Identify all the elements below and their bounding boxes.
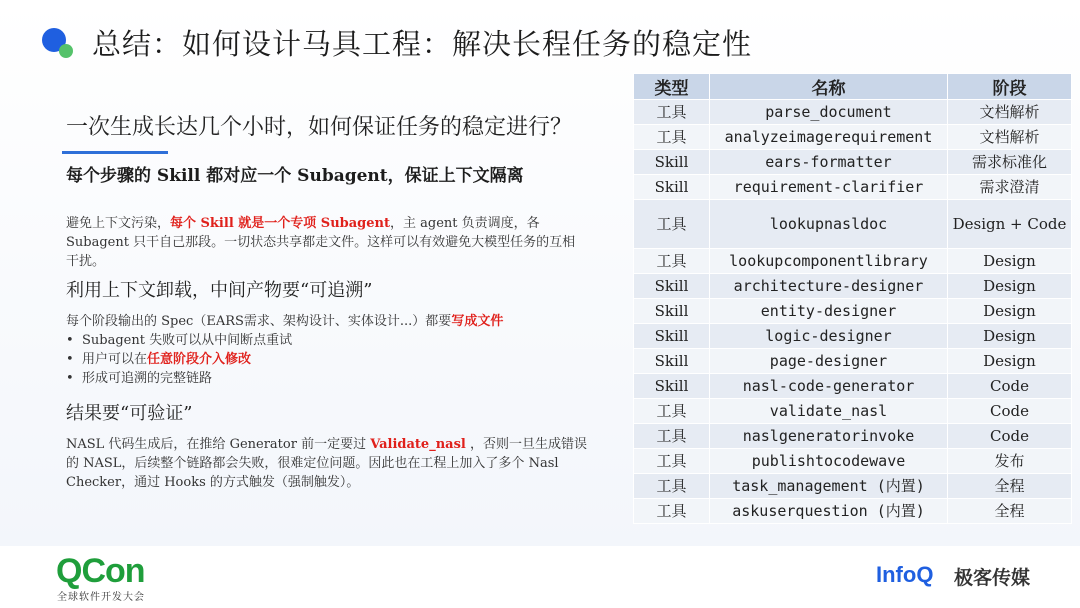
cell-type: Skill (634, 324, 710, 349)
cell-stage: 全程 (948, 499, 1072, 524)
section2-bullets (66, 331, 586, 388)
bullet-item (66, 350, 586, 369)
cell-type: Skill (634, 274, 710, 299)
table-row (634, 150, 1072, 175)
key-question: 一次生成长达几个小时，如何保证任务的稳定进行？ (66, 115, 573, 140)
section3-heading: 结果要“可验证” (66, 403, 193, 424)
cell-name: lookupnasldoc (710, 200, 948, 249)
table-row (634, 349, 1072, 374)
bullet-text: 用户可以在 (82, 352, 148, 367)
cell-type: Skill (634, 374, 710, 399)
table-row (634, 299, 1072, 324)
section3-highlight: Validate_nasl (370, 437, 466, 452)
cell-name: task_management (内置) (710, 474, 948, 499)
cell-name: architecture-designer (710, 274, 948, 299)
cell-stage: 需求澄清 (948, 175, 1072, 200)
cell-type: Skill (634, 299, 710, 324)
cell-name: entity-designer (710, 299, 948, 324)
table-row (634, 324, 1072, 349)
section2-heading: 利用上下文卸载，中间产物要“可追溯” (66, 280, 373, 301)
cell-type: 工具 (634, 249, 710, 274)
cell-name: askuserquestion (内置) (710, 499, 948, 524)
cell-name: page-designer (710, 349, 948, 374)
section3-text-a: NASL 代码生成后，在推给 Generator 前一定要过 (66, 437, 371, 452)
table-row (634, 399, 1072, 424)
cell-stage: 需求标准化 (948, 150, 1072, 175)
section2-text-a: 每个阶段输出的 Spec（EARS需求、架构设计、实体设计...）都要 (66, 314, 452, 329)
skills-table (633, 73, 1072, 524)
table-header-row (634, 74, 1072, 100)
cell-name: lookupcomponentlibrary (710, 249, 948, 274)
cell-name: publishtocodewave (710, 449, 948, 474)
cell-name: requirement-clarifier (710, 175, 948, 200)
cell-stage: Design (948, 349, 1072, 374)
table-row (634, 175, 1072, 200)
cell-name: ears-formatter (710, 150, 948, 175)
cell-type: Skill (634, 349, 710, 374)
cell-stage: 文档解析 (948, 100, 1072, 125)
infoq-logo: InfoQ (876, 562, 934, 587)
section1-highlight: 每个 Skill 就是一个专项 Subagent (170, 216, 390, 231)
header-type: 类型 (634, 74, 710, 100)
table-row (634, 100, 1072, 125)
cell-stage: 文档解析 (948, 125, 1072, 150)
cell-type: 工具 (634, 449, 710, 474)
table-row (634, 424, 1072, 449)
cell-stage: Code (948, 424, 1072, 449)
table-row (634, 499, 1072, 524)
table-row (634, 374, 1072, 399)
cell-stage: Design (948, 249, 1072, 274)
cell-type: 工具 (634, 125, 710, 150)
bullet-item (66, 369, 586, 388)
qcon-subtitle: 全球软件开发大会 (57, 592, 145, 603)
cell-name: analyzeimagerequirement (710, 125, 948, 150)
cell-name: parse_document (710, 100, 948, 125)
table-row (634, 200, 1072, 249)
cell-type: Skill (634, 150, 710, 175)
section1-heading: 每个步骤的 Skill 都对应一个 Subagent，保证上下文隔离 (66, 166, 524, 186)
cell-type: 工具 (634, 100, 710, 125)
infoq-brand-name: 极客传媒 (954, 567, 1031, 589)
cell-stage: Design + Code (948, 200, 1072, 249)
table-row (634, 125, 1072, 150)
header-name: 名称 (710, 74, 948, 100)
cell-stage: 全程 (948, 474, 1072, 499)
cell-stage: Design (948, 324, 1072, 349)
question-underline (62, 151, 168, 154)
cell-stage: Design (948, 274, 1072, 299)
section2-text (66, 312, 596, 331)
cell-type: 工具 (634, 499, 710, 524)
cell-name: logic-designer (710, 324, 948, 349)
cell-stage: 发布 (948, 449, 1072, 474)
section1-text (66, 214, 588, 271)
cell-type: Skill (634, 175, 710, 200)
bullet-text: Subagent 失败可以从中间断点重试 (82, 333, 293, 348)
bullet-text: 形成可追溯的完整链路 (82, 371, 213, 386)
cell-type: 工具 (634, 474, 710, 499)
cell-type: 工具 (634, 399, 710, 424)
bullet-item (66, 331, 586, 350)
title-bullet-accent-icon (59, 44, 73, 58)
cell-stage: Code (948, 374, 1072, 399)
cell-name: naslgeneratorinvoke (710, 424, 948, 449)
section1-text-a: 避免上下文污染， (66, 216, 171, 231)
section3-text-b: ，否则一旦生成错误的 NASL，后续整个链路都会失败，很难定位问题。因此也在工程上加入了多个 Nasl Checker，通过 Hooks 的方式触发（强制触发）。 (66, 437, 587, 490)
qcon-logo: QCon (56, 552, 145, 590)
section2-highlight: 写成文件 (451, 314, 504, 329)
cell-stage: Design (948, 299, 1072, 324)
table-row (634, 474, 1072, 499)
header-stage: 阶段 (948, 74, 1072, 100)
cell-type: 工具 (634, 200, 710, 249)
table-row (634, 249, 1072, 274)
table-row (634, 449, 1072, 474)
cell-name: nasl-code-generator (710, 374, 948, 399)
section1-text-b: ，主 agent 负责调度，各 Subagent 只干自己那段。一切状态共享都走文件。这样可以有效避免大模型任务的互相干扰。 (66, 216, 576, 269)
section3-text (66, 435, 588, 492)
table-row (634, 274, 1072, 299)
cell-type: 工具 (634, 424, 710, 449)
cell-stage: Code (948, 399, 1072, 424)
bullet-highlight: 任意阶段介入修改 (147, 352, 252, 367)
slide-title: 总结：如何设计马具工程：解决长程任务的稳定性 (92, 27, 753, 61)
cell-name: validate_nasl (710, 399, 948, 424)
